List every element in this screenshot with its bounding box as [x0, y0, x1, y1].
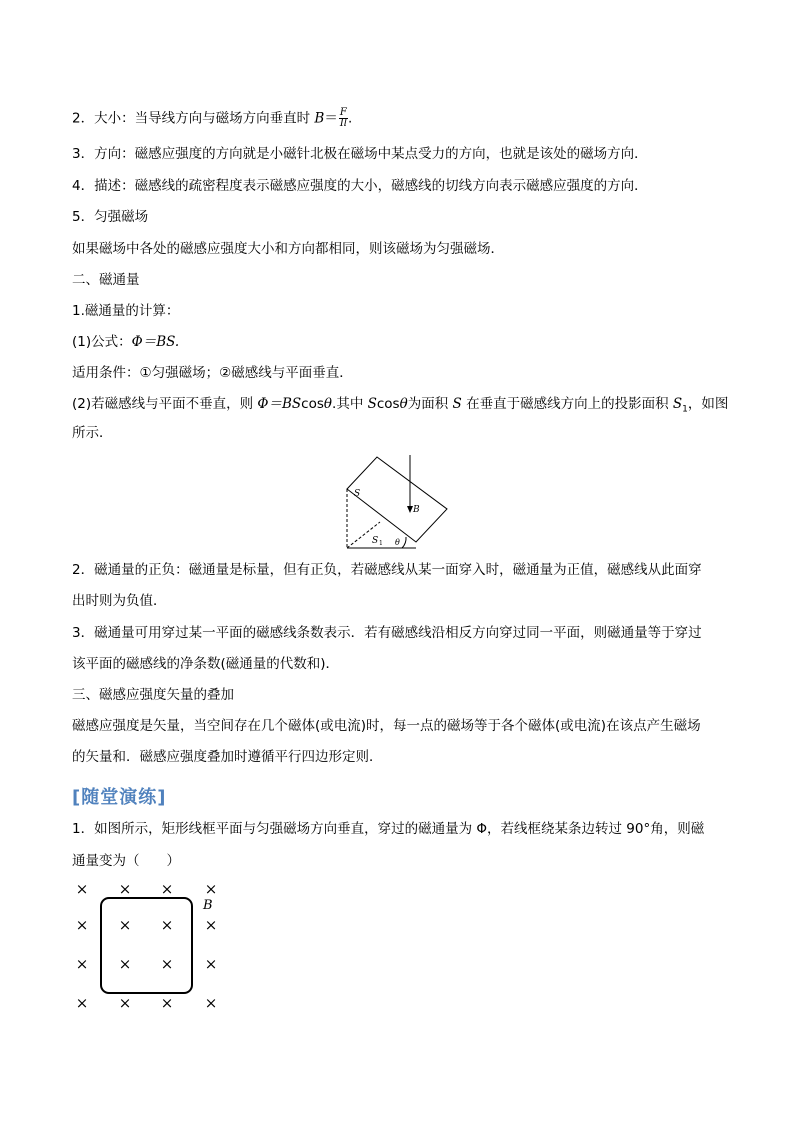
section-superposition-title: 三、磁感应强度矢量的叠加: [72, 687, 234, 703]
section-magnetic-flux-title: 二、磁通量: [72, 272, 140, 288]
field-cross: ×: [160, 994, 174, 1012]
field-cross: ×: [118, 916, 132, 934]
uniform-field-desc: 如果磁场中各处的磁感应强度大小和方向都相同，则该磁场为匀强磁场．: [72, 241, 504, 257]
item-magnitude-text: 2．大小：当导线方向与磁场方向垂直时: [72, 110, 315, 127]
field-cross: ×: [118, 955, 132, 973]
label-s1-subscript: 1: [379, 540, 383, 547]
field-cross: ×: [204, 916, 218, 934]
flux-oblique-line2: 所示．: [72, 425, 113, 441]
s-seg: S: [367, 396, 377, 412]
formula-expression: Φ＝BS.: [131, 334, 180, 350]
superposition-line2: 的矢量和．磁感应强度叠加时遵循平行四边形定则．: [72, 749, 383, 765]
item-description: 4．描述：磁感线的疏密程度表示磁感应强度的大小，磁感线的切线方向表示磁感应强度的方向．: [72, 178, 648, 194]
question1-line1: 1．如图所示，矩形线框平面与匀强磁场方向垂直，穿过的磁通量为 Φ，若线框绕某条边转过 90°角，则磁: [72, 821, 705, 837]
question1-line2: 通量变为（ ）: [72, 853, 180, 869]
field-cross: ×: [160, 955, 174, 973]
field-cross: ×: [204, 994, 218, 1012]
period: .: [347, 110, 353, 127]
flux-conditions: 适用条件：①匀强磁场；②磁感线与平面垂直．: [72, 365, 353, 381]
superposition-line1: 磁感应强度是矢量，当空间存在几个磁体(或电流)时，每一点的磁场等于各个磁体(或电流)在该点产生磁场: [72, 718, 701, 734]
fraction-numerator: F: [339, 107, 347, 118]
flux-lines-line1: 3．磁通量可用穿过某一平面的磁感线条数表示．若有磁感线沿相反方向穿过同一平面，则磁通量等于穿过: [72, 625, 702, 641]
label-theta: θ: [395, 538, 400, 547]
practice-heading: [随堂演练]: [72, 787, 167, 808]
fraction-denominator: Il: [339, 118, 347, 129]
field-label-b: B: [203, 898, 213, 913]
formula-prefix: (1)公式：: [72, 334, 132, 350]
theta-seg: θ: [399, 396, 408, 412]
cos-seg: cos: [301, 396, 324, 412]
tilted-plane: [347, 457, 447, 542]
field-cross: ×: [75, 880, 89, 898]
field-cross: ×: [118, 994, 132, 1012]
label-s: S: [354, 489, 361, 499]
item-uniform-field: 5．匀强磁场: [72, 209, 149, 225]
var-b: B: [314, 110, 325, 127]
flux-formula: [72, 333, 732, 351]
flux-sign-line2: 出时则为负值．: [72, 593, 167, 609]
flux-oblique-line1: [72, 395, 732, 419]
field-cross: ×: [204, 955, 218, 973]
label-b: B: [413, 505, 420, 515]
equals-sign: ＝: [324, 110, 338, 127]
field-grid-figure: [66, 875, 236, 1015]
s1-seg: S: [672, 396, 683, 412]
item-magnitude: [72, 108, 732, 129]
text-seg: 为面积: [407, 396, 453, 412]
field-cross: ×: [160, 880, 174, 898]
theta-arc: [402, 537, 406, 548]
flux-calc-title: 1.磁通量的计算：: [72, 303, 180, 319]
field-cross: ×: [204, 880, 218, 898]
flux-lines-line2: 该平面的磁感线的净条数(磁通量的代数和)．: [72, 656, 340, 672]
flux-sign-line1: 2．磁通量的正负：磁通量是标量，但有正负，若磁感线从某一面穿入时，磁通量为正值，磁感线从此面穿: [72, 562, 702, 578]
label-s1: S: [372, 536, 379, 546]
fraction-f-over-il: [339, 108, 348, 129]
s-seg: S: [452, 396, 462, 412]
rectangular-loop: [101, 898, 192, 993]
projection-figure: [340, 450, 455, 552]
text-seg: (2)若磁感线与平面不垂直，则: [72, 396, 258, 412]
item-direction: 3．方向：磁感应强度的方向就是小磁针北极在磁场中某点受力的方向，也就是该处的磁场方向．: [72, 146, 648, 162]
field-cross: ×: [75, 916, 89, 934]
field-cross: ×: [75, 955, 89, 973]
text-seg: ，如图: [687, 396, 729, 412]
subscript-seg: 1: [682, 404, 688, 415]
text-seg: .其中: [332, 396, 368, 412]
theta-seg: θ: [323, 396, 333, 412]
cos-seg: cos: [376, 396, 400, 412]
field-cross: ×: [160, 916, 174, 934]
text-seg: 在垂直于磁感线方向上的投影面积: [461, 396, 673, 412]
field-cross: ×: [118, 880, 132, 898]
formula-seg: Φ＝BS: [257, 396, 302, 412]
field-cross: ×: [75, 994, 89, 1012]
